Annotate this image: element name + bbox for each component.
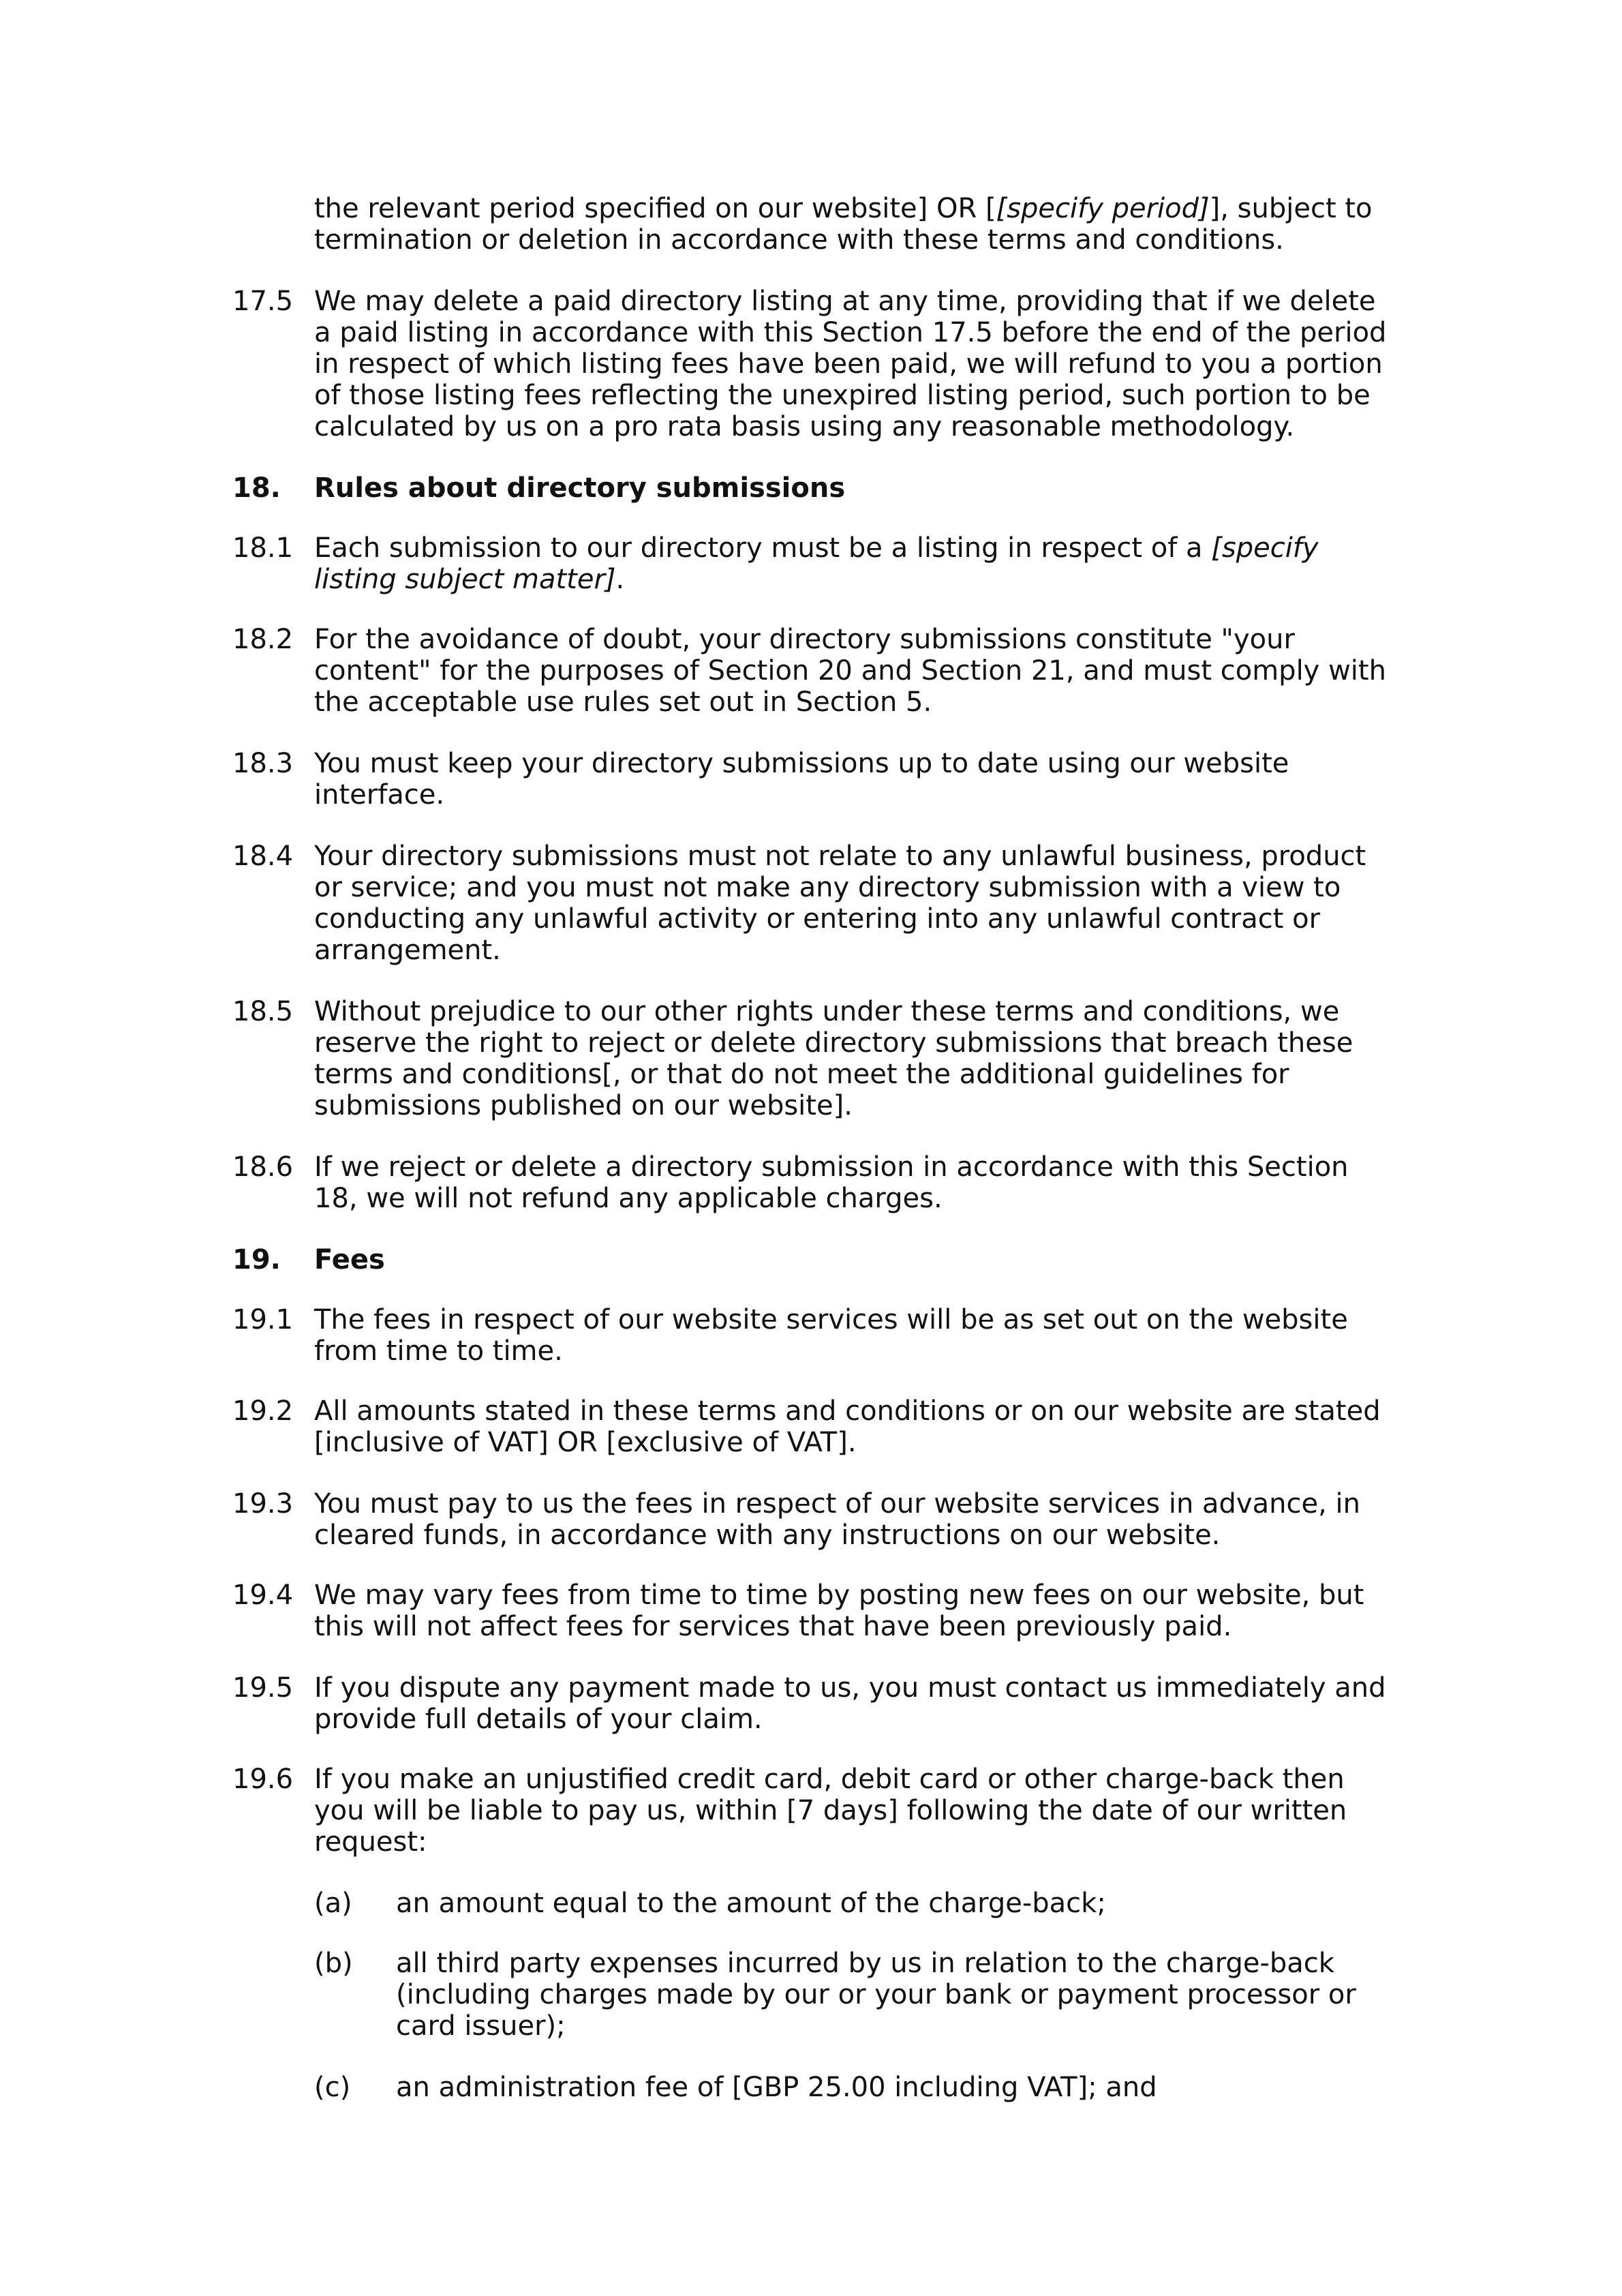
clause-number: 18.3: [232, 748, 294, 779]
clause-number: 18.6: [232, 1151, 294, 1183]
text-line: [314, 564, 1405, 595]
text-line: You must pay to us the fees in respect of our website services in advance, in: [314, 1488, 1360, 1520]
subclause-letter: (a): [314, 1888, 352, 1919]
text-line: an administration fee of [GBP 25.00 including VAT]; and: [396, 2072, 1157, 2103]
clause-number: 18.5: [232, 996, 294, 1027]
text-line: We may delete a paid directory listing at any time, providing that if we delete: [314, 286, 1376, 317]
text-line: reserve the right to reject or delete directory submissions that breach these: [314, 1027, 1353, 1059]
clause-number: 19.2: [232, 1395, 294, 1427]
text-line: You must keep your directory submissions up to date using our website: [314, 748, 1289, 779]
text-line: in respect of which listing fees have been paid, we will refund to you a portion: [314, 348, 1383, 380]
text-line: all third party expenses incurred by us in relation to the charge-back: [396, 1948, 1334, 1979]
text-line: termination or deletion in accordance with these terms and conditions.: [314, 224, 1284, 256]
section-title: Rules about directory submissions: [314, 472, 846, 504]
clause-number: 18.4: [232, 841, 294, 872]
text-line: calculated by us on a pro rata basis using any reasonable methodology.: [314, 411, 1295, 442]
text-line: of those listing fees reflecting the unexpired listing period, such portion to be: [314, 380, 1371, 411]
text-line: submissions published on our website].: [314, 1090, 853, 1121]
clause-number: 18.1: [232, 532, 294, 564]
text-line: The fees in respect of our website services will be as set out on the website: [314, 1304, 1348, 1335]
section-number: 19.: [232, 1244, 281, 1275]
text-line: [314, 532, 1405, 564]
text-line: interface.: [314, 779, 445, 811]
text-segment: .: [615, 564, 625, 595]
text-line: cleared funds, in accordance with any instructions on our website.: [314, 1520, 1221, 1551]
clause-number: 17.5: [232, 286, 294, 317]
clause-number: 18.2: [232, 624, 294, 655]
placeholder-text: [specify: [1211, 532, 1319, 564]
text-line: provide full details of your claim.: [314, 1704, 763, 1735]
clause-number: 19.4: [232, 1580, 294, 1611]
text-line: All amounts stated in these terms and conditions or on our website are stated: [314, 1395, 1381, 1427]
text-line: the acceptable use rules set out in Section 5.: [314, 686, 932, 718]
subclause-letter: (c): [314, 2072, 351, 2103]
placeholder-text: [specify period]: [996, 193, 1210, 224]
text-line: a paid listing in accordance with this Section 17.5 before the end of the period: [314, 317, 1387, 348]
subclause-letter: (b): [314, 1948, 353, 1979]
text-segment: the relevant period specified on our website] OR [: [314, 193, 996, 224]
clause-number: 19.1: [232, 1304, 294, 1335]
text-line: from time to time.: [314, 1335, 563, 1367]
text-line: Without prejudice to our other rights under these terms and conditions, we: [314, 996, 1340, 1027]
text-line: content" for the purposes of Section 20 and Section 21, and must comply with: [314, 655, 1386, 686]
text-line: If you dispute any payment made to us, you must contact us immediately and: [314, 1672, 1386, 1704]
clause-number: 19.3: [232, 1488, 294, 1520]
text-line: (including charges made by our or your bank or payment processor or: [396, 1979, 1356, 2010]
text-line: an amount equal to the amount of the charge-back;: [396, 1888, 1106, 1919]
text-segment: ], subject to: [1209, 193, 1373, 224]
text-line: conducting any unlawful activity or entering into any unlawful contract or: [314, 903, 1321, 935]
clause-number: 19.6: [232, 1764, 294, 1795]
text-line: or service; and you must not make any directory submission with a view to: [314, 872, 1341, 903]
text-line: arrangement.: [314, 935, 501, 966]
text-line: We may vary fees from time to time by posting new fees on our website, but: [314, 1580, 1364, 1611]
placeholder-text: listing subject matter]: [314, 564, 616, 595]
text-line: request:: [314, 1826, 427, 1858]
text-line: this will not affect fees for services that have been previously paid.: [314, 1611, 1232, 1642]
text-line: terms and conditions[, or that do not meet the additional guidelines for: [314, 1059, 1289, 1090]
clause-number: 19.5: [232, 1672, 294, 1704]
text-line: Your directory submissions must not relate to any unlawful business, product: [314, 841, 1366, 872]
text-line: card issuer);: [396, 2010, 566, 2042]
text-segment: Each submission to our directory must be a listing in respect of a: [314, 532, 1212, 564]
text-line: [314, 193, 1405, 224]
text-line: If we reject or delete a directory submission in accordance with this Section: [314, 1151, 1349, 1183]
text-line: you will be liable to pay us, within [7 days] following the date of our written: [314, 1795, 1347, 1826]
text-line: 18, we will not refund any applicable charges.: [314, 1183, 943, 1214]
text-line: [inclusive of VAT] OR [exclusive of VAT].: [314, 1427, 857, 1458]
text-line: If you make an unjustified credit card, debit card or other charge-back then: [314, 1764, 1345, 1795]
section-number: 18.: [232, 472, 281, 504]
section-title: Fees: [314, 1244, 385, 1275]
text-line: For the avoidance of doubt, your directory submissions constitute "your: [314, 624, 1295, 655]
